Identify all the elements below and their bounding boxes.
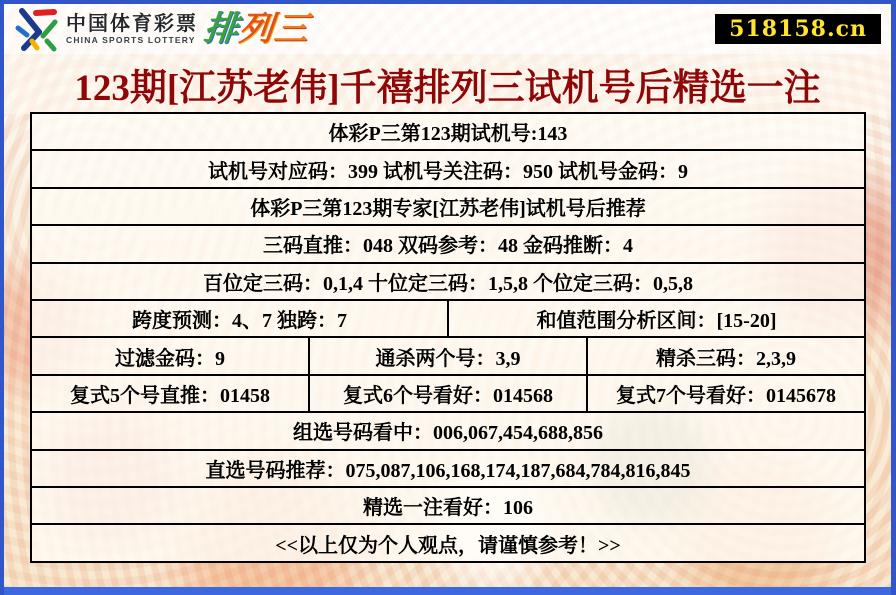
table-cell: 复式7个号看好：0145678 [587,375,865,412]
logo-wordmark [66,14,198,45]
header-bar [4,4,891,54]
table-cell: 和值范围分析区间：[15-20] [448,300,865,337]
sports-lottery-logo [12,6,309,52]
prediction-table [30,112,866,563]
table-cell: 百位定三码：0,1,4 十位定三码：1,5,8 个位定三码：0,5,8 [31,263,865,300]
site-url-badge[interactable]: 518158.cn [715,14,881,44]
table-cell: 试机号对应码：399 试机号关注码：950 试机号金码：9 [31,150,865,187]
table-row [31,450,865,487]
prediction-table-body [31,113,865,562]
table-row [31,150,865,187]
table-row [31,263,865,300]
table-cell: 过滤金码：9 [31,337,309,374]
table-cell: 三码直推：048 双码参考：48 金码推断：4 [31,225,865,262]
logo-product-name [202,12,311,46]
table-row [31,300,865,337]
table-cell: 精杀三码：2,3,9 [587,337,865,374]
table-cell: 体彩P三第123期专家[江苏老伟]试机号后推荐 [31,188,865,225]
logo-cn-name: 中国体育彩票 [66,12,198,35]
table-row [31,225,865,262]
table-cell: <<以上仅为个人观点，请谨慎参考！>> [31,524,865,562]
logo-en-name: CHINA SPORTS LOTTERY [66,34,196,45]
table-cell: 复式6个号看好：014568 [309,375,587,412]
table-row [31,487,865,524]
sports-lottery-logo-icon [12,6,62,52]
table-row [31,188,865,225]
table-cell: 精选一注看好：106 [31,487,865,524]
product-char-2: 列 [237,10,276,48]
title-band [4,54,891,114]
page-title: 123期[江苏老伟]千禧排列三试机号后精选一注 [74,68,821,109]
bottom-bar [4,587,891,595]
table-cell: 组选号码看中：006,067,454,688,856 [31,412,865,449]
table-cell: 直选号码推荐：075,087,106,168,174,187,684,784,816,845 [31,450,865,487]
table-row [31,412,865,449]
table-row [31,524,865,562]
product-char-3: 三 [272,10,311,48]
table-row [31,375,865,412]
table-row [31,337,865,374]
table-cell: 复式5个号直推：01458 [31,375,309,412]
table-row [31,113,865,150]
table-cell: 跨度预测：4、7 独跨：7 [31,300,448,337]
table-cell: 体彩P三第123期试机号:143 [31,113,865,150]
product-char-1: 排 [202,10,241,48]
table-cell: 通杀两个号：3,9 [309,337,587,374]
